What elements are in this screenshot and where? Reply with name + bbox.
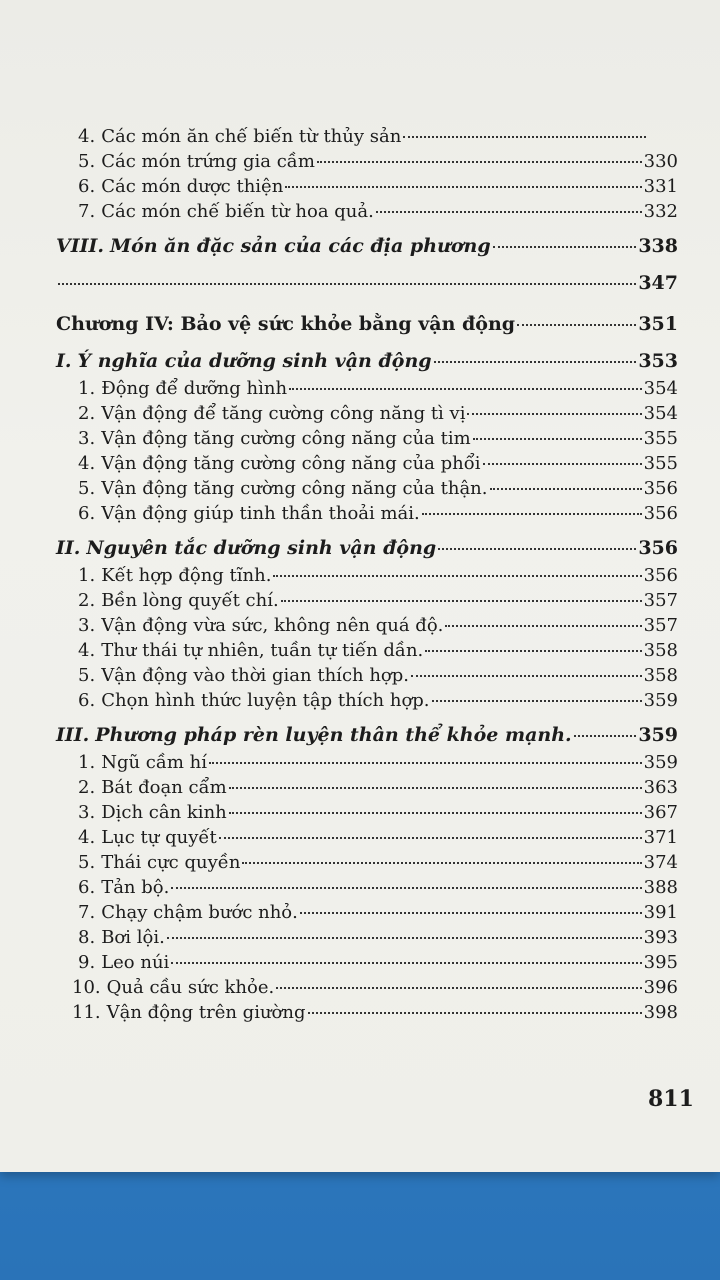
toc-entry [56, 975, 678, 1000]
toc-entry-number: 4. [78, 453, 96, 474]
toc-entry [56, 750, 678, 775]
toc-entry-number: 10. [72, 977, 101, 998]
toc-entry-title: Bền lòng quyết chí. [101, 590, 279, 611]
toc-entry [56, 376, 678, 401]
toc-entry-page: 356 [643, 478, 678, 499]
toc-entry-title: Chọn hình thức luyện tập thích hợp. [101, 690, 430, 711]
toc-entry [56, 476, 678, 501]
table-of-contents [56, 124, 678, 1025]
dot-leader [308, 1012, 642, 1014]
toc-entry-number: 6. [78, 690, 96, 711]
dot-leader [574, 735, 637, 737]
toc-entry-title: Các món ăn chế biến từ thủy sản [101, 126, 402, 147]
toc-entry-title: Nguyên tắc dưỡng sinh vận động [86, 537, 437, 559]
toc-entry-number: 5. [78, 665, 96, 686]
toc-entry-number: 3. [78, 428, 96, 449]
dot-leader [403, 136, 646, 138]
dot-leader [229, 812, 642, 814]
dot-leader [493, 246, 637, 248]
toc-entry-page: 338 [638, 235, 678, 257]
toc-entry [56, 269, 678, 298]
toc-entry [56, 563, 678, 588]
toc-entry-page: 355 [643, 428, 678, 449]
toc-entry [56, 950, 678, 975]
toc-entry-page: 354 [643, 378, 678, 399]
dot-leader [281, 600, 642, 602]
dot-leader [376, 211, 642, 213]
toc-entry-page: 331 [643, 176, 678, 197]
toc-entry-page: 357 [643, 615, 678, 636]
toc-entry-title: Các món chế biến từ hoa quả. [101, 201, 374, 222]
toc-entry-title: Vận động trên giường [106, 1002, 306, 1023]
toc-entry-page: 358 [643, 665, 678, 686]
toc-entry-page: 330 [643, 151, 678, 172]
toc-entry-page: 391 [643, 902, 678, 923]
toc-entry-title: Chạy chậm bước nhỏ. [101, 902, 298, 923]
toc-entry-page: 359 [643, 752, 678, 773]
toc-entry-number: 2. [78, 590, 96, 611]
toc-entry [56, 501, 678, 526]
toc-entry-title: Lục tự quyết [101, 827, 217, 848]
toc-entry-page: 371 [643, 827, 678, 848]
dot-leader [425, 650, 641, 652]
toc-entry [56, 310, 678, 339]
toc-entry-number: 5. [78, 852, 96, 873]
dot-leader [422, 513, 642, 515]
toc-entry-number: 4. [78, 126, 96, 147]
toc-entry-page: 356 [643, 503, 678, 524]
toc-entry [56, 1000, 678, 1025]
toc-entry-page: 354 [643, 403, 678, 424]
dot-leader [273, 575, 641, 577]
dot-leader [300, 912, 642, 914]
toc-entry-number: 7. [78, 201, 96, 222]
toc-entry-page: 356 [643, 565, 678, 586]
toc-entry-number: III. [56, 724, 90, 746]
toc-entry-title: Thái cực quyền [101, 852, 241, 873]
dot-leader [285, 186, 641, 188]
toc-entry-page: 359 [638, 724, 678, 746]
toc-entry-number: 5. [78, 151, 96, 172]
toc-entry [56, 721, 678, 750]
toc-entry-title: Thư thái tự nhiên, tuần tự tiến dần. [101, 640, 424, 661]
toc-entry-page: 358 [643, 640, 678, 661]
toc-entry-title: Kết hợp động tĩnh. [101, 565, 272, 586]
dot-leader [432, 700, 642, 702]
toc-entry-number: 2. [78, 777, 96, 798]
toc-entry-title: Các món dược thiện [101, 176, 284, 197]
dot-leader [490, 488, 642, 490]
toc-entry [56, 174, 678, 199]
dot-leader [438, 548, 636, 550]
toc-entry-title: Vận động tăng cường công năng của tim [101, 428, 471, 449]
dot-leader [171, 962, 641, 964]
toc-entry-page: 353 [638, 350, 678, 372]
toc-entry-title: Dịch cân kinh [101, 802, 227, 823]
toc-entry-number: 7. [78, 902, 96, 923]
toc-entry [56, 900, 678, 925]
toc-entry [56, 875, 678, 900]
toc-entry [56, 199, 678, 224]
toc-entry-number: 5. [78, 478, 96, 499]
toc-entry-page: 332 [643, 201, 678, 222]
toc-entry-number: 2. [78, 403, 96, 424]
toc-entry [56, 688, 678, 713]
dot-leader [473, 438, 642, 440]
toc-entry-page: 374 [643, 852, 678, 873]
toc-entry-number: I. [56, 350, 72, 372]
toc-entry-title: Bát đoạn cẩm [101, 777, 227, 798]
toc-entry-title: Quả cầu sức khỏe. [106, 977, 275, 998]
toc-entry [56, 401, 678, 426]
toc-entry [56, 850, 678, 875]
toc-entry-title: Vận động tăng cường công năng của thận. [101, 478, 488, 499]
toc-entry [56, 775, 678, 800]
toc-entry-number: 9. [78, 952, 96, 973]
toc-entry-page: 356 [638, 537, 678, 559]
toc-entry-title: Chương IV: Bảo vệ sức khỏe bằng vận động [56, 313, 516, 335]
toc-entry-number: 6. [78, 503, 96, 524]
toc-entry [56, 149, 678, 174]
toc-entry-number: 3. [78, 615, 96, 636]
dot-leader [58, 283, 636, 285]
toc-entry-page: 357 [643, 590, 678, 611]
toc-entry-title: Vận động giúp tinh thần thoải mái. [101, 503, 420, 524]
toc-entry-page: 359 [643, 690, 678, 711]
toc-entry-number: II. [56, 537, 81, 559]
toc-entry [56, 426, 678, 451]
toc-entry [56, 451, 678, 476]
dot-leader [209, 762, 642, 764]
toc-entry-number: VIII. [56, 235, 105, 257]
toc-entry-number: 1. [78, 752, 96, 773]
toc-entry-number: 6. [78, 877, 96, 898]
toc-entry-page: 363 [643, 777, 678, 798]
toc-entry [56, 534, 678, 563]
dot-leader [242, 862, 641, 864]
toc-entry-page: 355 [643, 453, 678, 474]
dot-leader [517, 324, 636, 326]
toc-entry-title: Vận động vào thời gian thích hợp. [101, 665, 410, 686]
toc-entry-title: Món ăn đặc sản của các địa phương [110, 235, 491, 257]
toc-entry-title: Bơi lội. [101, 927, 165, 948]
dot-leader [434, 361, 637, 363]
toc-entry-page: 347 [638, 272, 678, 294]
dot-leader [411, 675, 642, 677]
toc-entry-page: 398 [643, 1002, 678, 1023]
toc-entry-title: Vận động để tăng cường công năng tì vị [101, 403, 466, 424]
toc-entry-title: Tản bộ. [101, 877, 170, 898]
toc-entry [56, 588, 678, 613]
toc-entry [56, 613, 678, 638]
dot-leader [276, 987, 641, 989]
dot-leader [445, 625, 641, 627]
toc-entry [56, 347, 678, 376]
toc-entry-page: 367 [643, 802, 678, 823]
dot-leader [483, 463, 642, 465]
toc-entry-title: Phương pháp rèn luyện thân thể khỏe mạnh. [95, 724, 572, 746]
toc-entry [56, 825, 678, 850]
toc-entry-title: Ý nghĩa của dưỡng sinh vận động [77, 350, 432, 372]
toc-entry-title: Vận động vừa sức, không nên quá độ. [101, 615, 444, 636]
toc-entry [56, 638, 678, 663]
toc-entry-page: 351 [638, 313, 678, 335]
toc-entry [56, 124, 678, 149]
dot-leader [289, 388, 642, 390]
toc-entry-title: Ngũ cầm hí [101, 752, 208, 773]
toc-entry [56, 800, 678, 825]
toc-entry-number: 11. [72, 1002, 101, 1023]
toc-entry-number: 4. [78, 827, 96, 848]
toc-entry-number: 3. [78, 802, 96, 823]
page-number: 811 [648, 1086, 694, 1112]
toc-entry-number: 1. [78, 378, 96, 399]
toc-entry-number: 4. [78, 640, 96, 661]
dot-leader [171, 887, 641, 889]
dot-leader [317, 161, 642, 163]
toc-entry-page: 396 [643, 977, 678, 998]
toc-entry-title: Động để dưỡng hình [101, 378, 288, 399]
toc-entry [56, 663, 678, 688]
dot-leader [219, 837, 642, 839]
dot-leader [167, 937, 642, 939]
toc-entry-page: 393 [643, 927, 678, 948]
toc-entry [56, 925, 678, 950]
toc-entry-title: Leo núi [101, 952, 170, 973]
toc-entry-title: Vận động tăng cường công năng của phổi [101, 453, 481, 474]
toc-entry [56, 232, 678, 261]
toc-entry-number: 8. [78, 927, 96, 948]
toc-entry-page: 395 [643, 952, 678, 973]
toc-entry-page: 388 [643, 877, 678, 898]
toc-entry-number: 1. [78, 565, 96, 586]
dot-leader [229, 787, 642, 789]
toc-entry-number: 6. [78, 176, 96, 197]
dot-leader [467, 413, 641, 415]
toc-entry-title: Các món trứng gia cầm [101, 151, 315, 172]
